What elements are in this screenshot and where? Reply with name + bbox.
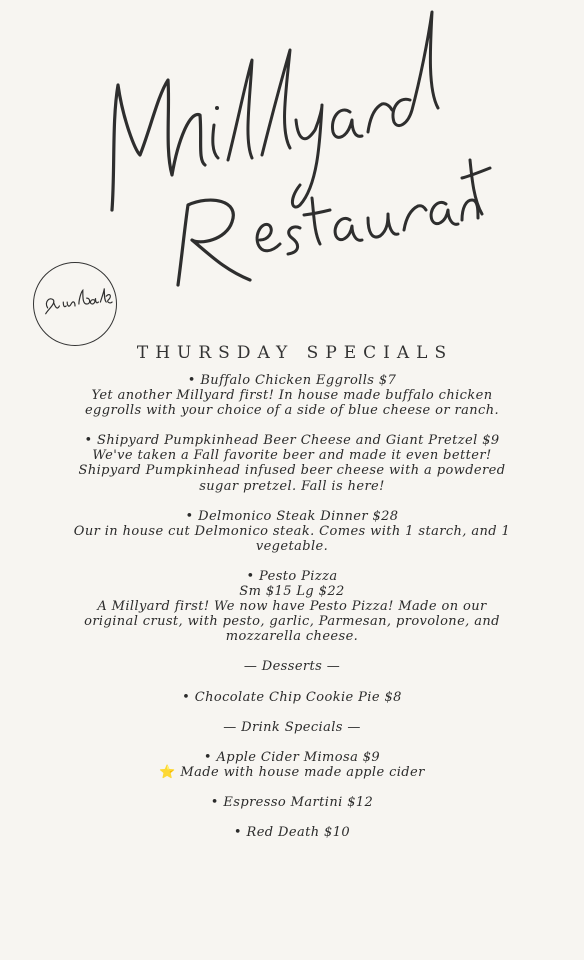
drink-item-title: • Espresso Martini $12 (210, 794, 374, 810)
drinks-heading: — Drink Specials — (223, 719, 361, 735)
desserts-heading: — Desserts — (243, 659, 341, 675)
menu-item-description: Our in house cut Delmonico steak. Comes with 1 starch, and 1 vegetable. (73, 523, 511, 554)
page-heading: THURSDAY SPECIALS (136, 343, 454, 363)
menu-item-title: • Buffalo Chicken Eggrolls $7 (187, 373, 397, 388)
menu-item-sizes: Sm $15 Lg $22 (239, 584, 345, 600)
drink-item-title: • Apple Cider Mimosa $9 (203, 749, 381, 765)
menu-item-description: We've taken a Fall favorite beer and made it even better! Shipyard Pumpkinhead infused beer cheese with a powdered sugar pretzel. Fall is here! (78, 448, 506, 494)
sinibaldis-stamp (33, 262, 117, 346)
dessert-item: • Chocolate Chip Cookie Pie $8 (182, 689, 402, 705)
menu-item-description: A Millyard first! We now have Pesto Pizza! Made on our original crust, with pesto, garlic, Parmesan, provolone, and mozzarella cheese. (84, 599, 500, 645)
menu-item-description: Yet another Millyard first! In house made buffalo chicken eggrolls with your choice of a side of blue cheese or ranch. (84, 388, 500, 419)
stamp-script-text (34, 263, 116, 345)
drink-item-note-text: Made with house made apple cider (180, 764, 425, 780)
drink-item-note (80, 765, 504, 780)
star-icon: ⭐ (159, 764, 176, 780)
drink-item-title: • Red Death $10 (233, 824, 351, 840)
menu-item-title: • Pesto Pizza (246, 568, 338, 584)
menu-item-title: • Delmonico Steak Dinner $28 (185, 508, 399, 524)
specials-menu (73, 373, 511, 840)
menu-item-title: • Shipyard Pumpkinhead Beer Cheese and Giant Pretzel $9 (84, 433, 500, 449)
